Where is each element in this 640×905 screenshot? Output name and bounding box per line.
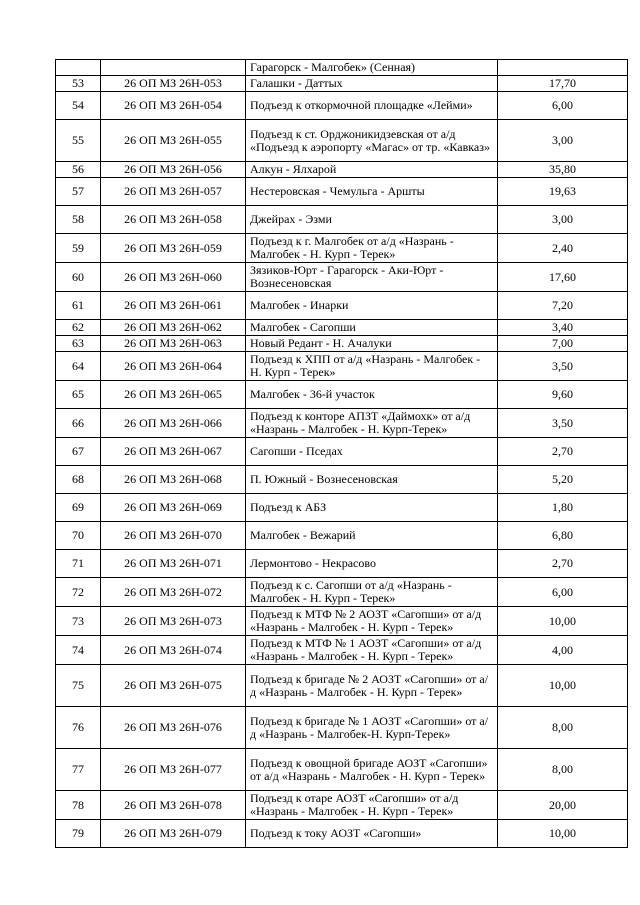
row-number-cell: 75	[56, 665, 101, 707]
row-number-cell: 69	[56, 494, 101, 522]
road-code-cell: 26 ОП МЗ 26Н-073	[101, 607, 246, 636]
row-number-cell: 70	[56, 522, 101, 550]
road-code-cell: 26 ОП МЗ 26Н-054	[101, 92, 246, 120]
road-name-cell: Подъезд к МТФ № 2 АОЗТ «Сагопши» от а/д «Назрань - Малгобек - Н. Курп - Терек»	[246, 607, 498, 636]
road-code-cell: 26 ОП МЗ 26Н-076	[101, 707, 246, 749]
road-code-cell: 26 ОП МЗ 26Н-077	[101, 749, 246, 791]
road-name-cell: Лермонтово - Некрасово	[246, 550, 498, 578]
table-row	[56, 707, 628, 749]
road-length-cell: 3,50	[498, 409, 628, 438]
road-code-cell: 26 ОП МЗ 26Н-055	[101, 120, 246, 162]
table-row	[56, 578, 628, 607]
document-page	[55, 59, 627, 848]
road-name-cell: Подъезд к ХПП от а/д «Назрань - Малгобек - Н. Курп - Терек»	[246, 352, 498, 381]
road-name-cell: Сагопши - Пседах	[246, 438, 498, 466]
table-row	[56, 381, 628, 409]
road-length-cell: 3,00	[498, 206, 628, 234]
road-length-cell: 7,00	[498, 336, 628, 352]
road-length-cell: 10,00	[498, 820, 628, 848]
road-code-cell: 26 ОП МЗ 26Н-061	[101, 292, 246, 320]
road-code-cell: 26 ОП МЗ 26Н-057	[101, 178, 246, 206]
road-code-cell: 26 ОП МЗ 26Н-071	[101, 550, 246, 578]
table-row	[56, 320, 628, 336]
table-row	[56, 178, 628, 206]
road-length-cell: 17,60	[498, 263, 628, 292]
row-number-cell: 78	[56, 791, 101, 820]
road-name-cell: Алкун - Ялхарой	[246, 162, 498, 178]
road-length-cell: 20,00	[498, 791, 628, 820]
row-number-cell: 72	[56, 578, 101, 607]
road-length-cell: 2,70	[498, 550, 628, 578]
road-code-cell: 26 ОП МЗ 26Н-064	[101, 352, 246, 381]
road-name-cell: Малгобек - Вежарий	[246, 522, 498, 550]
road-length-cell: 10,00	[498, 665, 628, 707]
road-name-cell: Подъезд к с. Сагопши от а/д «Назрань - Малгобек - Н. Курп - Терек»	[246, 578, 498, 607]
row-number-cell: 79	[56, 820, 101, 848]
road-length-cell: 8,00	[498, 749, 628, 791]
row-number-cell: 73	[56, 607, 101, 636]
table-row	[56, 76, 628, 92]
road-length-cell	[498, 60, 628, 76]
table-row	[56, 636, 628, 665]
road-length-cell: 3,00	[498, 120, 628, 162]
row-number-cell	[56, 60, 101, 76]
table-row	[56, 438, 628, 466]
row-number-cell: 65	[56, 381, 101, 409]
road-name-cell: Подъезд к ст. Орджоникидзевская от а/д «Подъезд к аэропорту «Магас» от тр. «Кавказ»	[246, 120, 498, 162]
table-row	[56, 607, 628, 636]
road-code-cell: 26 ОП МЗ 26Н-075	[101, 665, 246, 707]
table-row	[56, 352, 628, 381]
road-code-cell: 26 ОП МЗ 26Н-066	[101, 409, 246, 438]
road-name-cell: Подъезд к току АОЗТ «Сагопши»	[246, 820, 498, 848]
table-row	[56, 791, 628, 820]
road-name-cell: Подъезд к МТФ № 1 АОЗТ «Сагопши» от а/д «Назрань - Малгобек - Н. Курп - Терек»	[246, 636, 498, 665]
row-number-cell: 55	[56, 120, 101, 162]
road-code-cell: 26 ОП МЗ 26Н-062	[101, 320, 246, 336]
road-code-cell	[101, 60, 246, 76]
row-number-cell: 63	[56, 336, 101, 352]
road-code-cell: 26 ОП МЗ 26Н-058	[101, 206, 246, 234]
table-row	[56, 162, 628, 178]
road-code-cell: 26 ОП МЗ 26Н-070	[101, 522, 246, 550]
road-code-cell: 26 ОП МЗ 26Н-056	[101, 162, 246, 178]
road-length-cell: 8,00	[498, 707, 628, 749]
road-code-cell: 26 ОП МЗ 26Н-079	[101, 820, 246, 848]
road-length-cell: 3,50	[498, 352, 628, 381]
table-row	[56, 820, 628, 848]
row-number-cell: 60	[56, 263, 101, 292]
row-number-cell: 56	[56, 162, 101, 178]
road-length-cell: 4,00	[498, 636, 628, 665]
row-number-cell: 53	[56, 76, 101, 92]
road-length-cell: 7,20	[498, 292, 628, 320]
road-name-cell: Подъезд к бригаде № 1 АОЗТ «Сагопши» от а/д «Назрань - Малгобек-Н. Курп-Терек»	[246, 707, 498, 749]
roads-table-body	[56, 60, 628, 848]
road-code-cell: 26 ОП МЗ 26Н-078	[101, 791, 246, 820]
road-name-cell: Подъезд к отаре АОЗТ «Сагопши» от а/д «Назрань - Малгобек - Н. Курп - Терек»	[246, 791, 498, 820]
table-row	[56, 665, 628, 707]
road-name-cell: Подъезд к овощной бригаде АОЗТ «Сагопши» от а/д «Назрань - Малгобек - Н. Курп - Терек»	[246, 749, 498, 791]
road-name-cell: Подъезд к бригаде № 2 АОЗТ «Сагопши» от а/д «Назрань - Малгобек - Н. Курп - Терек»	[246, 665, 498, 707]
road-name-cell: Подъезд к АБЗ	[246, 494, 498, 522]
road-name-cell: Малгобек - 36-й участок	[246, 381, 498, 409]
road-length-cell: 3,40	[498, 320, 628, 336]
row-number-cell: 76	[56, 707, 101, 749]
road-code-cell: 26 ОП МЗ 26Н-068	[101, 466, 246, 494]
road-name-cell: Малгобек - Инарки	[246, 292, 498, 320]
road-name-cell: Зязиков-Юрт - Гарагорск - Аки-Юрт - Вознесеновская	[246, 263, 498, 292]
table-row	[56, 263, 628, 292]
row-number-cell: 62	[56, 320, 101, 336]
row-number-cell: 61	[56, 292, 101, 320]
road-length-cell: 17,70	[498, 76, 628, 92]
road-code-cell: 26 ОП МЗ 26Н-067	[101, 438, 246, 466]
row-number-cell: 58	[56, 206, 101, 234]
road-name-cell: Подъезд к откормочной площадке «Лейми»	[246, 92, 498, 120]
road-length-cell: 6,80	[498, 522, 628, 550]
road-length-cell: 19,63	[498, 178, 628, 206]
road-length-cell: 6,00	[498, 578, 628, 607]
road-name-cell: Нестеровская - Чемульга - Аршты	[246, 178, 498, 206]
row-number-cell: 71	[56, 550, 101, 578]
road-code-cell: 26 ОП МЗ 26Н-059	[101, 234, 246, 263]
road-name-cell: Джейрах - Эзми	[246, 206, 498, 234]
road-length-cell: 5,20	[498, 466, 628, 494]
road-length-cell: 1,80	[498, 494, 628, 522]
road-code-cell: 26 ОП МЗ 26Н-072	[101, 578, 246, 607]
row-number-cell: 74	[56, 636, 101, 665]
road-length-cell: 6,00	[498, 92, 628, 120]
road-code-cell: 26 ОП МЗ 26Н-063	[101, 336, 246, 352]
road-name-cell: Подъезд к конторе АПЗТ «Даймохк» от а/д «Назрань - Малгобек - Н. Курп-Терек»	[246, 409, 498, 438]
roads-table	[55, 59, 628, 848]
table-row	[56, 60, 628, 76]
road-length-cell: 2,70	[498, 438, 628, 466]
row-number-cell: 64	[56, 352, 101, 381]
road-length-cell: 35,80	[498, 162, 628, 178]
table-row	[56, 409, 628, 438]
road-code-cell: 26 ОП МЗ 26Н-060	[101, 263, 246, 292]
road-name-cell: Гарагорск - Малгобек» (Сенная)	[246, 60, 498, 76]
road-code-cell: 26 ОП МЗ 26Н-053	[101, 76, 246, 92]
table-row	[56, 292, 628, 320]
table-row	[56, 206, 628, 234]
row-number-cell: 68	[56, 466, 101, 494]
road-code-cell: 26 ОП МЗ 26Н-065	[101, 381, 246, 409]
road-length-cell: 2,40	[498, 234, 628, 263]
row-number-cell: 57	[56, 178, 101, 206]
row-number-cell: 54	[56, 92, 101, 120]
table-row	[56, 522, 628, 550]
table-row	[56, 749, 628, 791]
road-name-cell: Подъезд к г. Малгобек от а/д «Назрань - Малгобек - Н. Курп - Терек»	[246, 234, 498, 263]
road-name-cell: П. Южный - Вознесеновская	[246, 466, 498, 494]
road-name-cell: Новый Редант - Н. Ачалуки	[246, 336, 498, 352]
row-number-cell: 67	[56, 438, 101, 466]
road-code-cell: 26 ОП МЗ 26Н-069	[101, 494, 246, 522]
table-row	[56, 336, 628, 352]
road-code-cell: 26 ОП МЗ 26Н-074	[101, 636, 246, 665]
table-row	[56, 234, 628, 263]
road-name-cell: Малгобек - Сагопши	[246, 320, 498, 336]
table-row	[56, 550, 628, 578]
road-name-cell: Галашки - Даттых	[246, 76, 498, 92]
table-row	[56, 92, 628, 120]
table-row	[56, 120, 628, 162]
road-length-cell: 10,00	[498, 607, 628, 636]
row-number-cell: 77	[56, 749, 101, 791]
row-number-cell: 66	[56, 409, 101, 438]
road-length-cell: 9,60	[498, 381, 628, 409]
table-row	[56, 466, 628, 494]
row-number-cell: 59	[56, 234, 101, 263]
table-row	[56, 494, 628, 522]
